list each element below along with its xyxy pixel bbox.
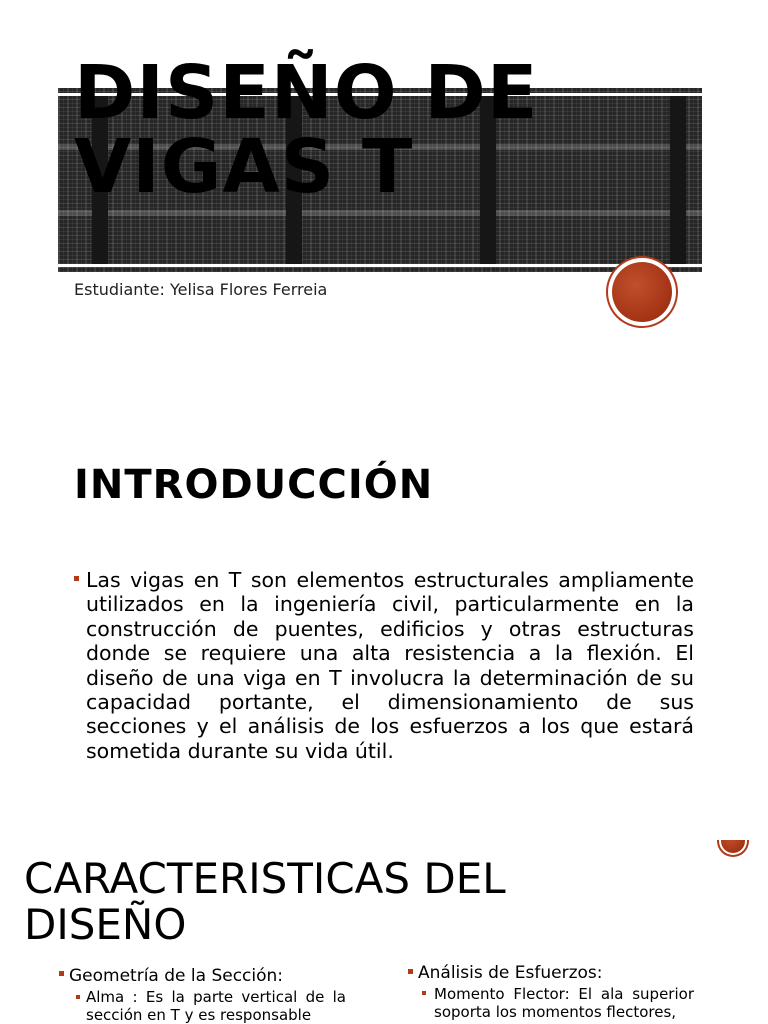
intro-paragraph: Las vigas en T son elementos estructurales ampliamente utilizados en la ingeniería civil, particularmente en la construcción de puentes, edificios y otras estructuras donde se requiere una alta resistencia a la flexión. El diseño de una viga en T involucra la determinación de su capacidad portante, el dimensionamiento de sus secciones y el análisis de los esfuerzos a los que estará sometida durante su vida útil.	[86, 568, 694, 763]
intro-heading: INTRODUCCIÓN	[74, 462, 434, 508]
slide-title: DISEÑO DE VIGAS T	[74, 50, 539, 210]
accent-circle-icon	[608, 258, 676, 326]
bullet-square-icon	[74, 576, 79, 581]
design-heading: CARACTERISTICAS DEL DISEÑO	[24, 854, 506, 949]
subtitle: Estudiante: Yelisa Flores Ferreia	[74, 280, 328, 299]
title-slide	[0, 0, 768, 340]
bullet-square-icon	[408, 969, 413, 974]
bullet-square-icon	[76, 995, 80, 999]
design-slide	[0, 840, 768, 1024]
stress-sub-item: Momento Flector: El ala superior soporta los momentos flectores,	[434, 985, 694, 1021]
bullet-square-icon	[59, 971, 64, 976]
accent-circle-icon	[719, 840, 747, 855]
bullet-square-icon	[422, 991, 426, 995]
stress-label: Análisis de Esfuerzos:	[418, 963, 603, 983]
introduction-slide	[0, 440, 768, 860]
geometry-label: Geometría de la Sección:	[69, 966, 284, 986]
geometry-sub-item: Alma : Es la parte vertical de la sección en T y es responsable	[86, 988, 346, 1024]
